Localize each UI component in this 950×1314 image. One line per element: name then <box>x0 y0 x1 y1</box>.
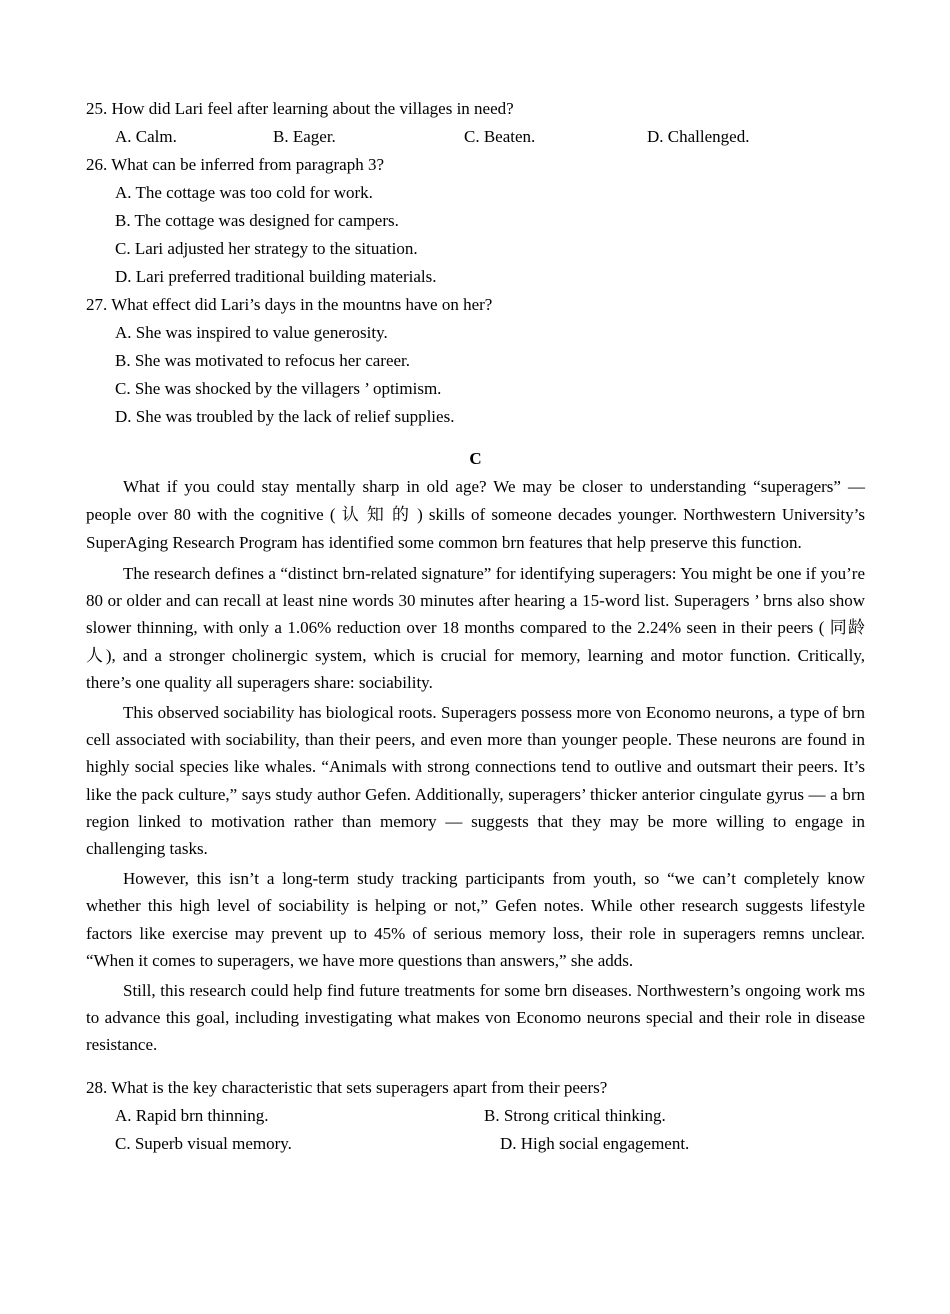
question-27-stem: 27. What effect did Lari’s days in the mountns have on her? <box>86 295 493 314</box>
question-27-option-c: C. She was shocked by the villagers ’ optimism. <box>115 379 442 398</box>
question-25-stem: 25. How did Lari feel after learning about the villages in need? <box>86 99 514 118</box>
section-title: C <box>469 449 482 468</box>
question-26-stem: 26. What can be inferred from paragraph 3? <box>86 155 384 174</box>
question-27-option-a: A. She was inspired to value generosity. <box>115 323 388 342</box>
question-25-option-a: A. Calm. <box>115 127 177 146</box>
passage-paragraph-2: The research defines a “distinct brn-related signature” for identifying superagers: You might be one if you’re 80 or older and can recall at least nine words 30 minutes after hearing a 15-word list. Superagers ’ brns also show slower thinning, with only a 1.06% reduction over 18 months compared to the 2.24% seen in their peers ( 同龄人), and a stronger cholinergic system, which is crucial for memory, learning and motor function. Critically, there’s one quality all superagers share: sociability. <box>86 564 865 692</box>
passage-paragraph-1: What if you could stay mentally sharp in old age? We may be closer to understanding “superagers” — people over 80 with the cognitive ( 认 知 的 ) skills of someone decades younger. Northwestern University’s SuperAging Research Program has identified some common brn features that help preserve this function. <box>86 477 865 552</box>
question-28-options-row-1 <box>86 1102 865 1130</box>
exam-page <box>86 95 865 1158</box>
question-27-option-b: B. She was motivated to refocus her career. <box>115 351 411 370</box>
question-28-option-b: B. Strong critical thinking. <box>484 1105 666 1125</box>
passage-paragraph-5: Still, this research could help find future treatments for some brn diseases. Northwestern’s ongoing work ms to advance this goal, including investigating what makes von Economo neurons special and their role in disease resistance. <box>86 981 865 1055</box>
question-25-option-c: C. Beaten. <box>464 127 536 146</box>
passage-paragraph-4: However, this isn’t a long-term study tracking participants from youth, so “we can’t completely know whether this high level of sociability is helping or not,” Gefen notes. While other research suggests lifestyle factors like exercise may prevent up to 45% of serious memory loss, their role in superagers remns unclear. “When it comes to superagers, we have more questions than answers,” she adds. <box>86 869 865 970</box>
question-26-option-a: A. The cottage was too cold for work. <box>115 183 373 202</box>
question-26-option-d: D. Lari preferred traditional building materials. <box>115 267 437 286</box>
spacer <box>86 1062 865 1074</box>
question-26-option-b: B. The cottage was designed for campers. <box>115 211 399 230</box>
passage-paragraph-3: This observed sociability has biological roots. Superagers possess more von Economo neurons, a type of brn cell associated with sociability, than their peers, and even more than younger people. These neurons are found in highly social species like whales. “Animals with strong connections tend to outlive and outsmart their peers. It’s like the pack culture,” says study author Gefen. Additionally, superagers’ thicker anterior cingulate gyrus — a brn region linked to motivation rather than memory — suggests that they may be more willing to engage in challenging tasks. <box>86 703 865 859</box>
question-26-option-c: C. Lari adjusted her strategy to the situation. <box>115 239 418 258</box>
question-28-stem: 28. What is the key characteristic that sets superagers apart from their peers? <box>86 1077 608 1097</box>
question-28-option-a: A. Rapid brn thinning. <box>115 1105 269 1125</box>
question-25-option-b: B. Eager. <box>273 127 336 146</box>
question-28-option-c: C. Superb visual memory. <box>115 1133 292 1153</box>
question-25-option-d: D. Challenged. <box>647 127 750 146</box>
question-28-options-row-2 <box>86 1130 865 1158</box>
question-27-option-d: D. She was troubled by the lack of relief supplies. <box>115 407 455 426</box>
question-25-options <box>86 123 865 151</box>
question-28-option-d: D. High social engagement. <box>500 1133 690 1153</box>
